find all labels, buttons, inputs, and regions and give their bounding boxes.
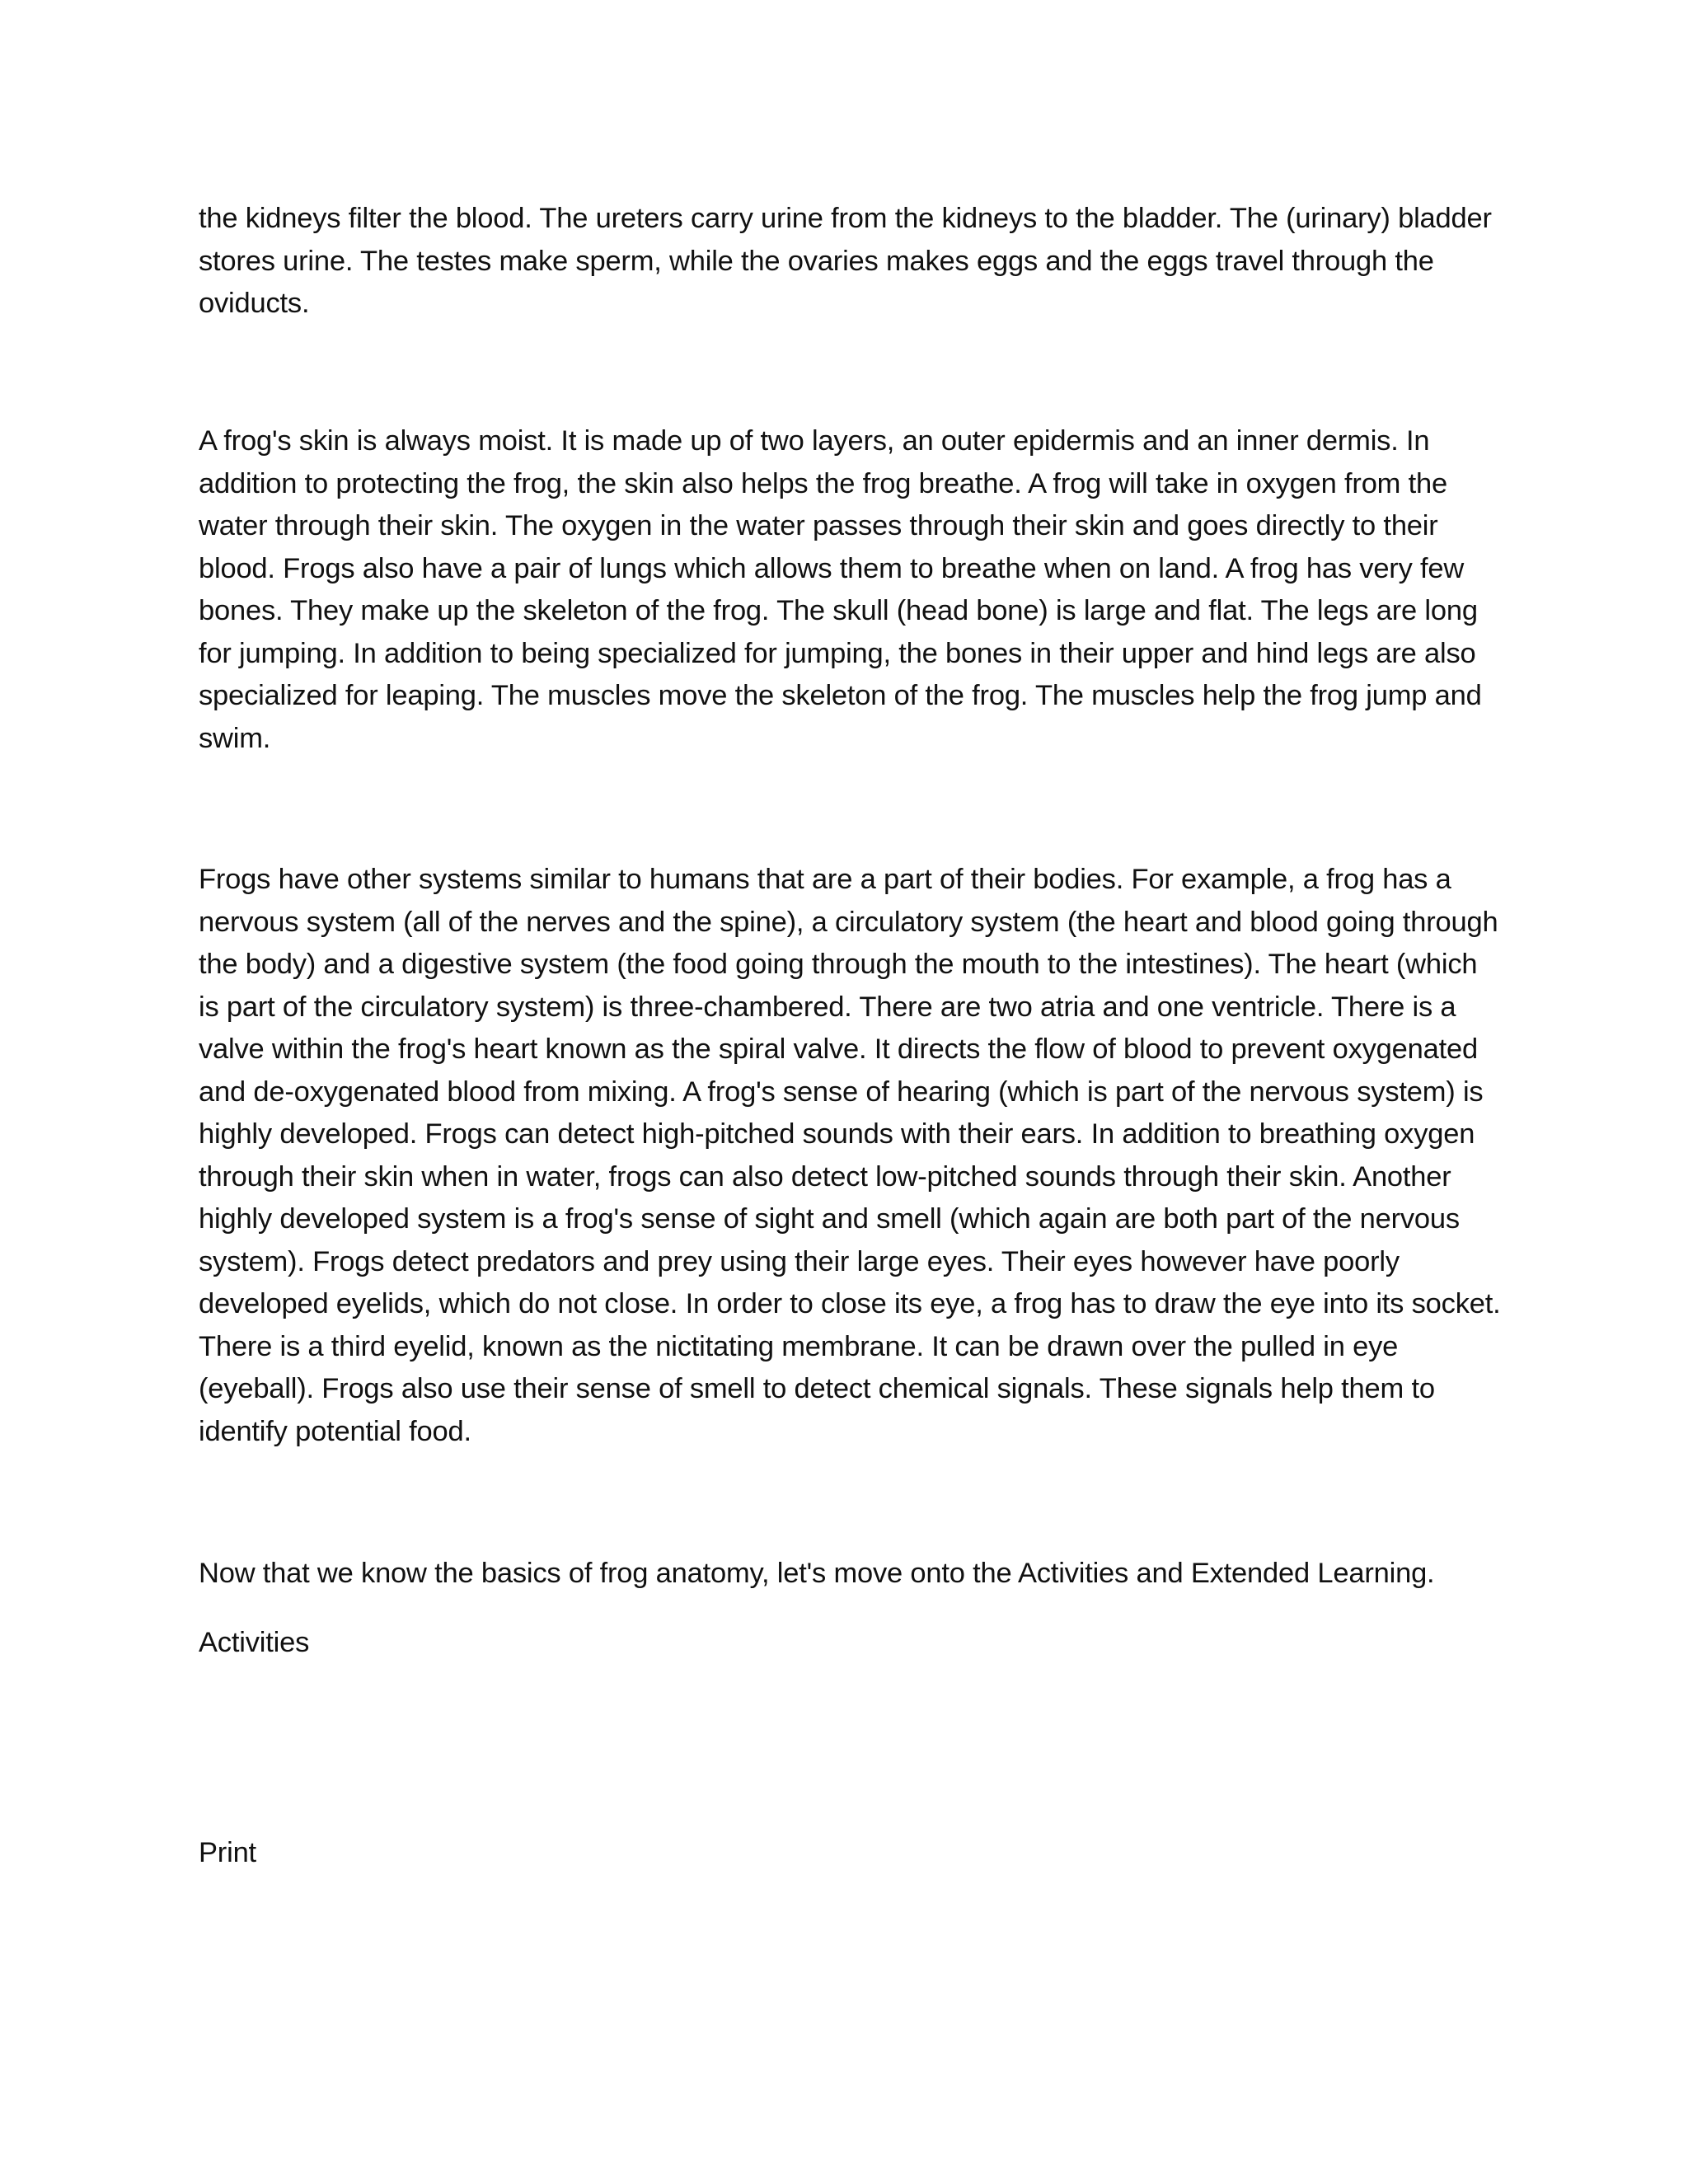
paragraph-kidneys: the kidneys filter the blood. The ureters carry urine from the kidneys to the bladder. The (urinary) bladder stores urine. The testes make sperm, while the ovaries makes eggs and the eggs travel through the oviducts.: [199, 203, 1492, 319]
paragraph-skin-and-skeleton: A frog's skin is always moist. It is made up of two layers, an outer epidermis and an inner dermis. In addition to protecting the frog, the skin also helps the frog breathe. A frog will take in oxygen from the water through their skin. The oxygen in the water passes through their skin and goes directly to their blood. Frogs also have a pair of lungs which allows them to breathe when on land. A frog has very few bones. They make up the skeleton of the frog. The skull (head bone) is large and flat. The legs are long for jumping. In addition to being specialized for jumping, the bones in their upper and hind legs are also specialized for leaping. The muscles move the skeleton of the frog. The muscles help the frog jump and swim.: [199, 425, 1482, 754]
activities-label: Activities: [199, 1627, 310, 1658]
print-label: Print: [199, 1837, 256, 1868]
paragraph-other-systems: Frogs have other systems similar to humans that are a part of their bodies. For example, a frog has a nervous system (all of the nerves and the spine), a circulatory system (the heart and blood going through the body) and a digestive system (the food going through the mouth to the intestines). The heart (which is part of the circulatory system) is three-chambered. There are two atria and one ventricle. There is a valve within the frog's heart known as the spiral valve. It directs the flow of blood to prevent oxygenated and de-oxygenated blood from mixing. A frog's sense of hearing (which is part of the nervous system) is highly developed. Frogs can detect high-pitched sounds with their ears. In addition to breathing oxygen through their skin when in water, frogs can also detect low-pitched sounds through their skin. Another highly developed system is a frog's sense of sight and smell (which again are both part of the nervous system). Frogs detect predators and prey using their large eyes. Their eyes however have poorly developed eyelids, which do not close. In order to close its eye, a frog has to draw the eye into its socket. There is a third eyelid, known as the nictitating membrane. It can be drawn over the pulled in eye (eyeball). Frogs also use their sense of smell to detect chemical signals. These signals help them to identify potential food.: [199, 864, 1501, 1447]
paragraph-conclusion: Now that we know the basics of frog anatomy, let's move onto the Activities and Extended Learning.: [199, 1558, 1435, 1589]
